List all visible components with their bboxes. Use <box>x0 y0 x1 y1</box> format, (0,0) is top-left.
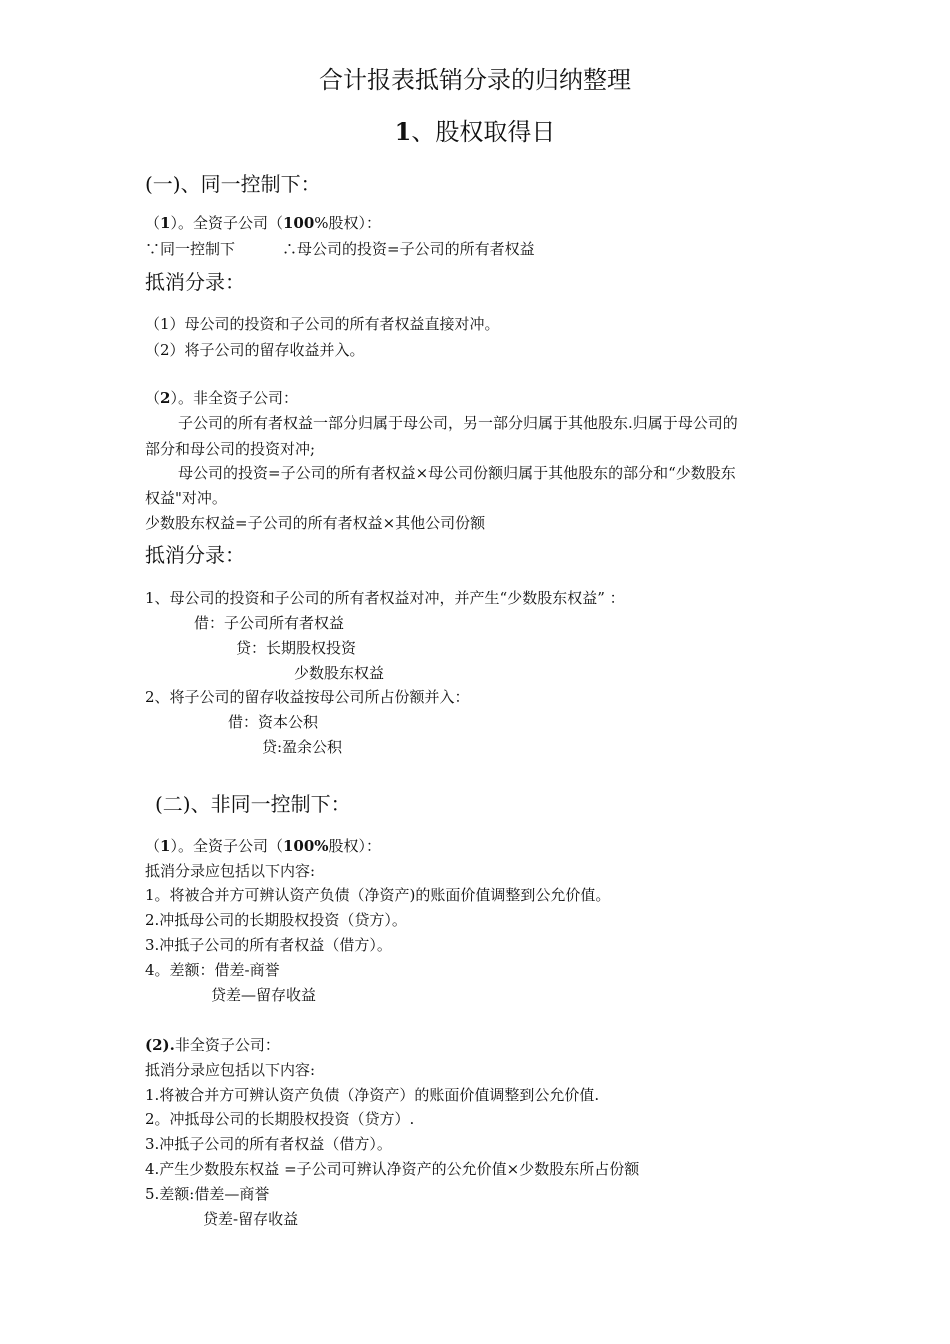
list-item: 3.冲抵子公司的所有者权益（借方）。 <box>145 1135 392 1153</box>
paragraph-line: 部分和母公司的投资对冲; <box>145 440 316 458</box>
paragraph-line: 子公司的所有者权益一部分归属于母公司，另一部分归属于其他股东.归属于母公司的 <box>178 414 738 432</box>
subheading-wholly-owned: （1）。全资子公司（100%股权）： <box>145 837 382 855</box>
journal-credit: 贷:盈余公积 <box>262 738 343 756</box>
list-item: 4。差额：借差-商誉 <box>145 961 280 979</box>
journal-credit: 贷：长期股权投资 <box>236 639 357 657</box>
list-intro: 抵消分录应包括以下内容: <box>145 862 316 880</box>
subheading-non-wholly-owned: (2).非全资子公司： <box>145 1036 280 1054</box>
minority-interest-formula: 少数股东权益=子公司的所有者权益×其他公司份额 <box>145 514 486 532</box>
journal-credit: 少数股东权益 <box>294 664 385 682</box>
entry-item: （1）母公司的投资和子公司的所有者权益直接对冲。 <box>145 315 500 333</box>
paragraph-line: 母公司的投资=子公司的所有者权益×母公司份额归属于其他股东的部分和“少数股东 <box>178 464 736 482</box>
list-intro: 抵消分录应包括以下内容: <box>145 1061 316 1079</box>
document-title: 合计报表抵销分录的归纳整理 <box>319 66 631 94</box>
entry-item: （2）将子公司的留存收益并入。 <box>145 341 365 359</box>
heading-elimination-entries: 抵消分录： <box>145 543 245 567</box>
section-number: 1 <box>394 117 412 146</box>
heading-same-control: (一)、同一控制下： <box>145 172 321 196</box>
paragraph-line: 权益"对冲。 <box>145 489 227 507</box>
list-item: 4.产生少数股东权益 =子公司可辨认净资产的公允价值×少数股东所占份额 <box>145 1160 640 1178</box>
credit-difference: 贷差-留存收益 <box>203 1210 299 1228</box>
conclusion-investment-equals-equity: ∴母公司的投资=子公司的所有者权益 <box>282 240 535 258</box>
credit-difference: 贷差—留存收益 <box>211 986 317 1004</box>
entry-item: 1、母公司的投资和子公司的所有者权益对冲，并产生“少数股东权益” ： <box>145 589 625 607</box>
heading-non-same-control: (二)、非同一控制下： <box>155 792 351 816</box>
journal-debit: 借：资本公积 <box>228 713 319 731</box>
list-item: 5.差额:借差—商誉 <box>145 1185 270 1203</box>
subheading-non-wholly-owned: （2）。非全资子公司： <box>145 389 298 407</box>
list-item: 3.冲抵子公司的所有者权益（借方）。 <box>145 936 392 954</box>
subheading-wholly-owned: （1）。全资子公司（100%股权）： <box>145 214 382 232</box>
section-text: 、股权取得日 <box>411 118 556 146</box>
list-item: 1。将被合并方可辨认资产负债（净资产)的账面价值调整到公允价值。 <box>145 886 611 904</box>
section-heading-equity-acquisition-date <box>0 118 950 147</box>
reason-same-control: ∵同一控制下 <box>145 240 236 258</box>
entry-item: 2、将子公司的留存收益按母公司所占份额并入： <box>145 688 470 706</box>
list-item: 2。冲抵母公司的长期股权投资（贷方）. <box>145 1110 415 1128</box>
list-item: 2.冲抵母公司的长期股权投资（贷方）。 <box>145 911 407 929</box>
list-item: 1.将被合并方可辨认资产负债（净资产）的账面价值调整到公允价值. <box>145 1086 600 1104</box>
journal-debit: 借：子公司所有者权益 <box>194 614 345 632</box>
heading-elimination-entries: 抵消分录： <box>145 270 245 294</box>
